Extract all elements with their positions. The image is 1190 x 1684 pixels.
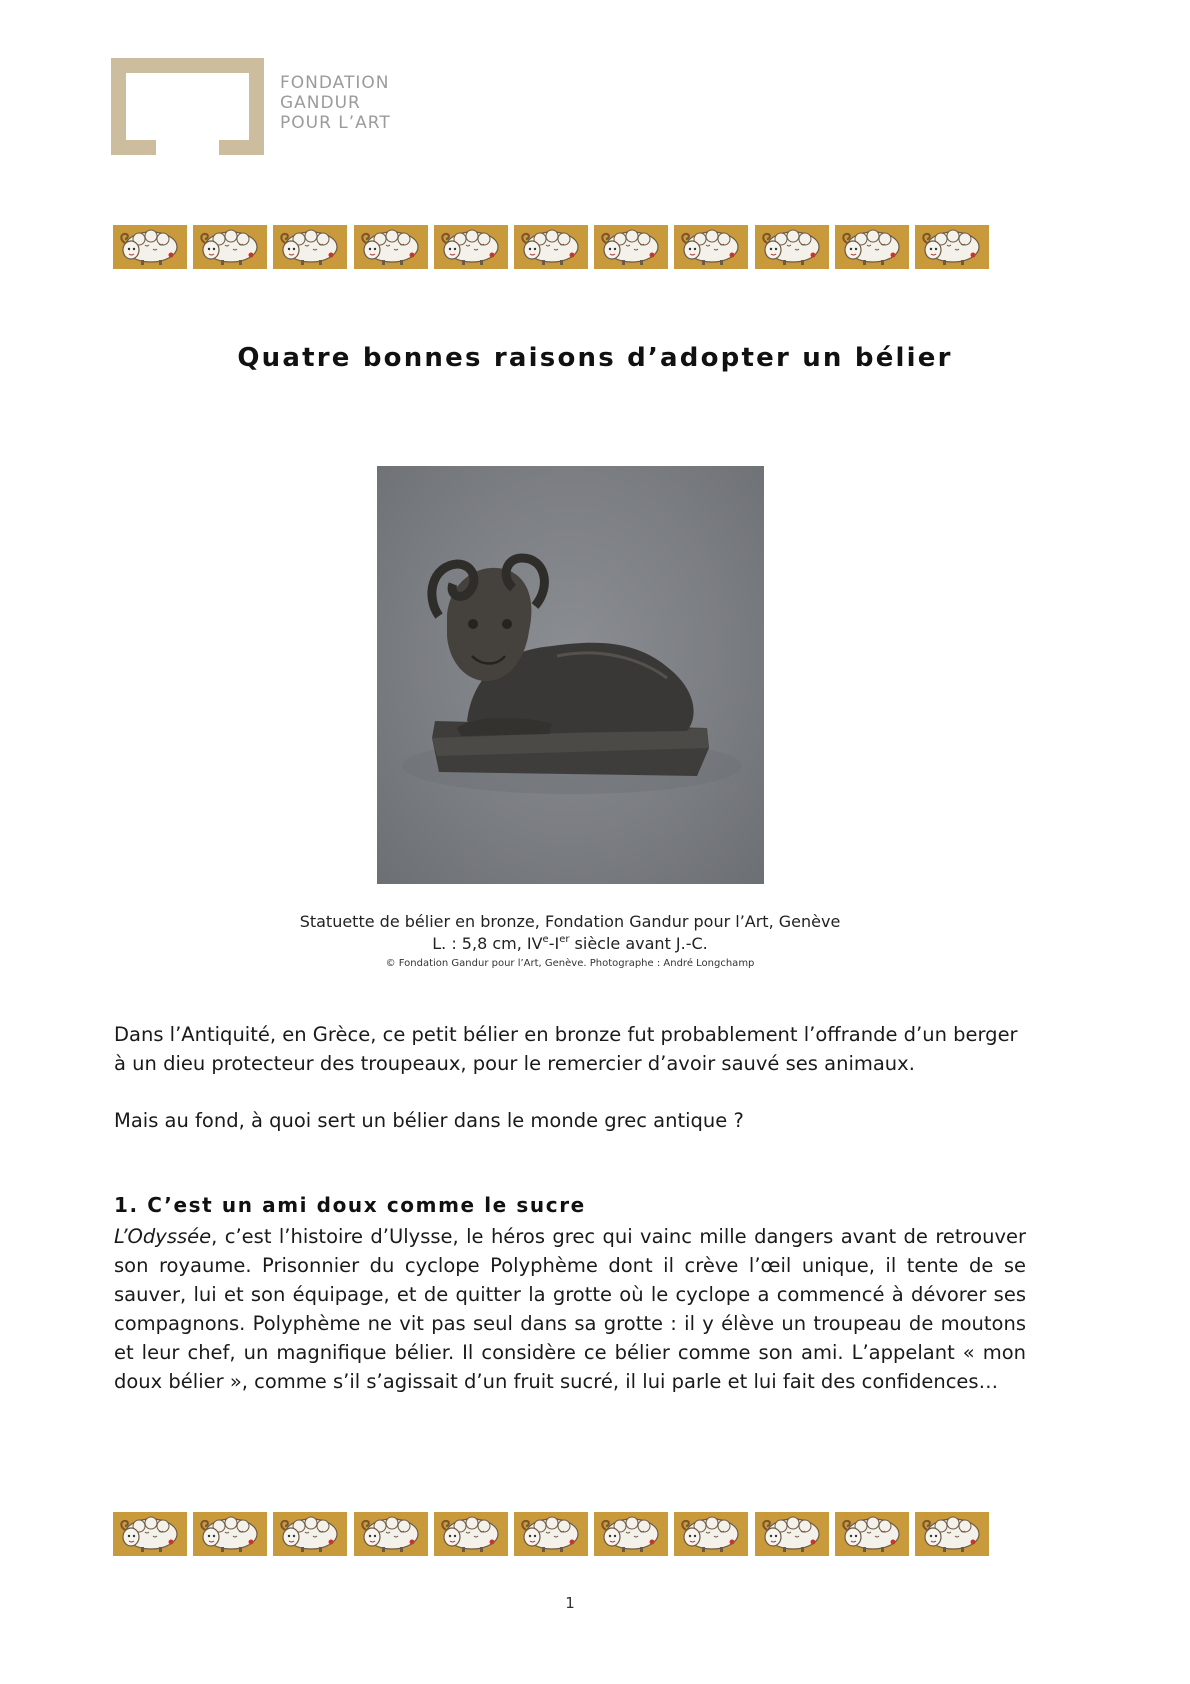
ram-cartoon-icon	[514, 225, 588, 269]
photo-caption-details	[0, 934, 1140, 953]
photo-caption-title: Statuette de bélier en bronze, Fondation Gandur pour l’Art, Genève	[299, 912, 841, 931]
ram-cartoon-icon	[594, 1512, 668, 1556]
ram-cartoon-icon	[755, 1512, 829, 1556]
ram-cartoon-icon	[113, 225, 187, 269]
logo-line-3: POUR L’ART	[280, 113, 391, 133]
ram-cartoon-icon	[915, 225, 989, 269]
ram-cartoon-icon	[835, 1512, 909, 1556]
photo-credit: © Fondation Gandur pour l’Art, Genève. Photographe : André Longchamp	[385, 958, 755, 969]
foundation-logo	[111, 58, 411, 155]
section-body-text: , c’est l’histoire d’Ulysse, le héros grec qui vainc mille dangers avant de retrouver son royaume. Prisonnier du cyclope Polyphème dont il crève l’œil unique, il tente de se sauver, lui et son équipage, et de quitter la grotte où le cyclope a commencé à dévorer ses compagnons. Polyphème ne vit pas seul dans sa grotte : il y élève un troupeau de moutons et leur chef, un magnifique bélier. Il considère ce bélier comme son ami. L’appelant « mon doux bélier », comme s’il s’agissait d’un fruit sucré, il lui parle et lui fait des confidences…	[114, 1225, 1026, 1393]
ram-cartoon-icon	[193, 225, 267, 269]
ram-cartoon-icon	[434, 225, 508, 269]
intro-paragraph: Dans l’Antiquité, en Grèce, ce petit bélier en bronze fut probablement l’offrande d’un berger à un dieu protecteur des troupeaux, pour le remercier d’avoir sauvé ses animaux.	[114, 1023, 1018, 1075]
ram-cartoon-icon	[273, 225, 347, 269]
intro-question: Mais au fond, à quoi sert un bélier dans le monde grec antique ?	[114, 1109, 744, 1132]
caption-century-end: siècle avant J.-C.	[569, 934, 708, 953]
ram-cartoon-icon	[915, 1512, 989, 1556]
logo-line-1: FONDATION	[280, 73, 390, 93]
caption-sup-1: e	[542, 934, 549, 945]
caption-sup-2: er	[559, 934, 570, 945]
ram-cartoon-icon	[594, 225, 668, 269]
logo-mark-icon	[111, 58, 264, 155]
page-title: Quatre bonnes raisons d’adopter un bélier	[237, 343, 953, 373]
ram-statuette-photo	[377, 466, 764, 884]
ram-cartoon-icon	[674, 225, 748, 269]
odyssey-title: L’Odyssée	[114, 1225, 212, 1248]
page-number: 1	[565, 1594, 575, 1612]
ram-cartoon-icon	[113, 1512, 187, 1556]
ram-cartoon-icon	[273, 1512, 347, 1556]
caption-dims: L. : 5,8 cm, IV	[432, 934, 543, 953]
ram-cartoon-icon	[193, 1512, 267, 1556]
ram-cartoon-icon	[354, 1512, 428, 1556]
section-body-1	[114, 1222, 1026, 1396]
ram-cartoon-icon	[755, 225, 829, 269]
ram-cartoon-icon	[354, 225, 428, 269]
ram-cartoon-icon	[514, 1512, 588, 1556]
caption-century-sep: -I	[548, 934, 560, 953]
logo-wordmark	[280, 73, 391, 133]
section-heading-1: 1. C’est un ami doux comme le sucre	[114, 1193, 586, 1217]
logo-line-2: GANDUR	[280, 93, 361, 113]
ram-statuette-icon	[377, 466, 764, 884]
ram-cartoon-icon	[835, 225, 909, 269]
ram-cartoon-icon	[674, 1512, 748, 1556]
ram-cartoon-icon	[434, 1512, 508, 1556]
